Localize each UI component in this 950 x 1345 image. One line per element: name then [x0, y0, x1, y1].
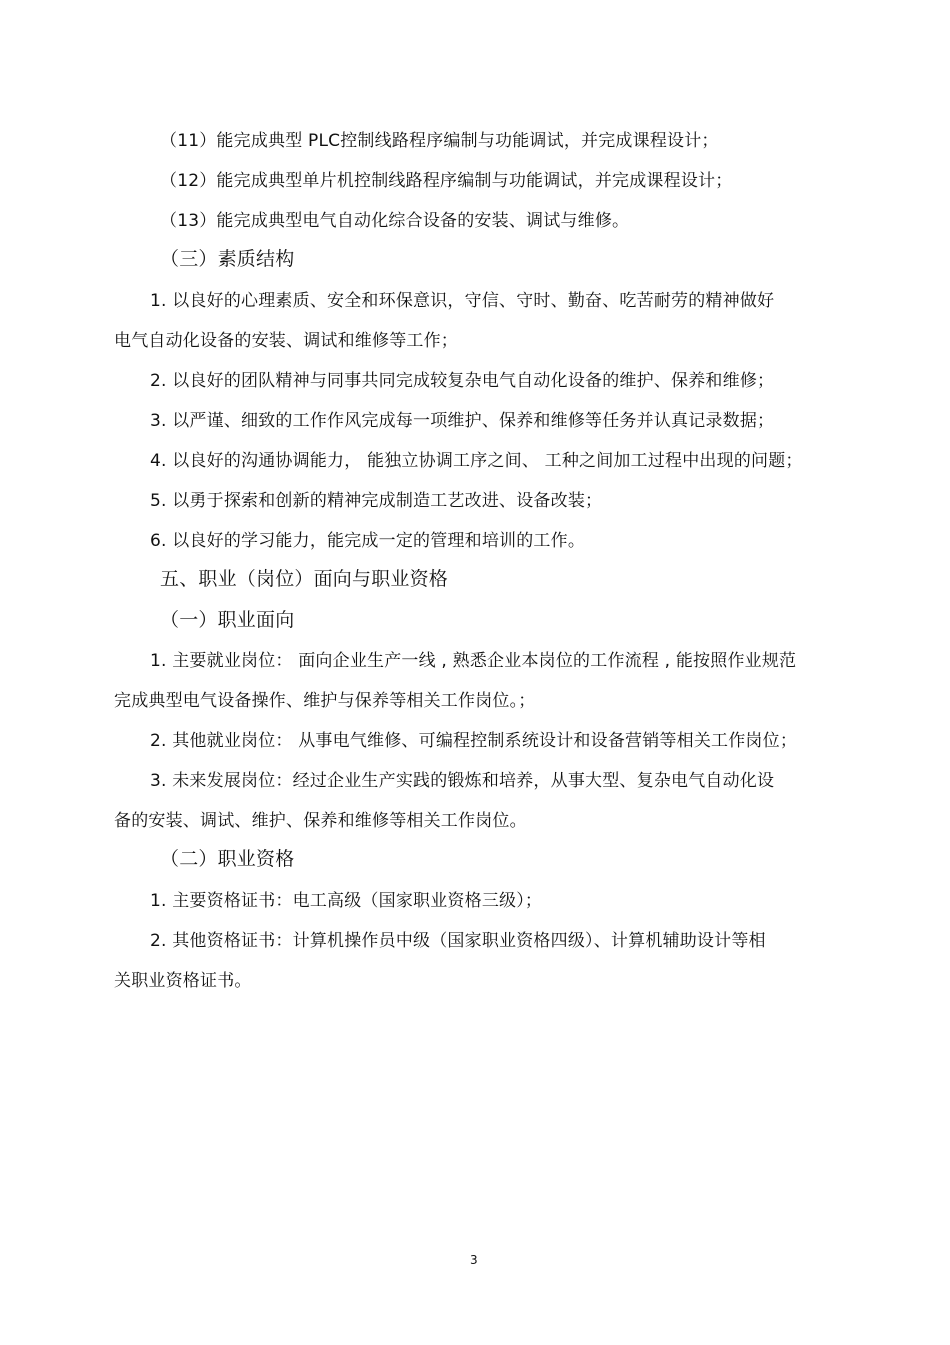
quality-item-1-line-1: 1. 以良好的心理素质、安全和环保意识，守信、守时、勤奋、吃苦耐劳的精神做好 — [150, 291, 775, 311]
career-section-heading: 五、职业（岗位）面向与职业资格 — [160, 568, 449, 590]
orientation-item-3-line-2: 备的安装、调试、维护、保养和维修等相关工作岗位。 — [114, 811, 527, 831]
quality-item-4: 4. 以良好的沟通协调能力， 能独立协调工序之间、 工种之间加工过程中出现的问题； — [150, 451, 803, 471]
qualification-item-2-line-1: 2. 其他资格证书：计算机操作员中级（国家职业资格四级）、计算机辅助设计等相 — [150, 931, 766, 951]
qualification-item-2-line-2: 关职业资格证书。 — [114, 971, 252, 991]
quality-item-1-line-2: 电气自动化设备的安装、调试和维修等工作； — [114, 331, 458, 351]
career-orientation-heading: （一）职业面向 — [160, 609, 295, 631]
ability-item-11: （11）能完成典型 PLC控制线路程序编制与功能调试，并完成课程设计； — [160, 131, 719, 151]
quality-item-3: 3. 以严谨、细致的工作作风完成每一项维护、保养和维修等任务并认真记录数据； — [150, 411, 775, 431]
quality-item-2: 2. 以良好的团队精神与同事共同完成较复杂电气自动化设备的维护、保养和维修； — [150, 371, 775, 391]
orientation-item-3-line-1: 3. 未来发展岗位：经过企业生产实践的锻炼和培养，从事大型、复杂电气自动化设 — [150, 771, 775, 791]
orientation-item-1-line-1: 1. 主要就业岗位： 面向企业生产一线 , 熟悉企业本岗位的工作流程 , 能按照作业规范 — [150, 651, 797, 671]
ability-item-12: （12）能完成典型单片机控制线路程序编制与功能调试，并完成课程设计； — [160, 171, 733, 191]
quality-item-5: 5. 以勇于探索和创新的精神完成制造工艺改进、设备改装； — [150, 491, 603, 511]
qualification-item-1: 1. 主要资格证书：电工高级（国家职业资格三级）； — [150, 891, 543, 911]
ability-item-13: （13）能完成典型电气自动化综合设备的安装、调试与维修。 — [160, 211, 630, 231]
orientation-item-1-line-2: 完成典型电气设备操作、维护与保养等相关工作岗位。； — [114, 691, 536, 711]
page-number: 3 — [470, 1253, 478, 1267]
quality-item-6: 6. 以良好的学习能力，能完成一定的管理和培训的工作。 — [150, 531, 586, 551]
orientation-item-2: 2. 其他就业岗位： 从事电气维修、可编程控制系统设计和设备营销等相关工作岗位； — [150, 731, 798, 751]
quality-structure-heading: （三）素质结构 — [160, 248, 295, 270]
career-qualification-heading: （二）职业资格 — [160, 848, 295, 870]
